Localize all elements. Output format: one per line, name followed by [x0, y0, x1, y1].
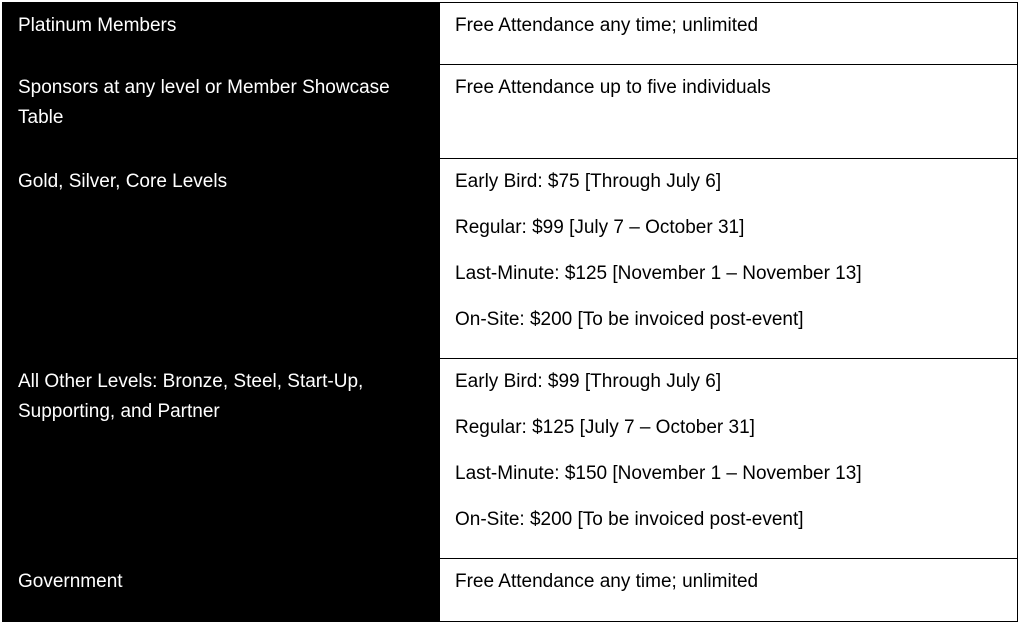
- table-row: [3, 159, 1018, 359]
- table-row: [3, 3, 1018, 65]
- table-row: [3, 65, 1018, 159]
- price-line: Last-Minute: $150 [November 1 – November 13]: [455, 463, 862, 484]
- price-line: Free Attendance any time; unlimited: [455, 15, 759, 36]
- table-row: [3, 359, 1018, 559]
- price-cell: [440, 3, 1018, 65]
- price-cell: [440, 359, 1018, 559]
- price-line: Free Attendance up to five individuals: [455, 77, 771, 98]
- price-cell: [440, 65, 1018, 159]
- price-line: Last-Minute: $125 [November 1 – November 13]: [455, 263, 862, 284]
- price-line: Regular: $99 [July 7 – October 31]: [455, 217, 745, 238]
- price-line: Regular: $125 [July 7 – October 31]: [455, 417, 755, 438]
- tier-cell: All Other Levels: Bronze, Steel, Start-Up, Supporting, and Partner: [3, 359, 440, 559]
- price-cell: [440, 159, 1018, 359]
- tier-cell: Gold, Silver, Core Levels: [3, 159, 440, 359]
- price-line: Early Bird: $99 [Through July 6]: [455, 371, 722, 392]
- tier-cell: Sponsors at any level or Member Showcase Table: [3, 65, 440, 159]
- price-line: Early Bird: $75 [Through July 6]: [455, 171, 722, 192]
- price-line: Free Attendance any time; unlimited: [455, 571, 759, 592]
- tier-cell: Platinum Members: [3, 3, 440, 65]
- tier-cell: Government: [3, 559, 440, 622]
- price-line: On-Site: $200 [To be invoiced post-event]: [455, 509, 804, 530]
- price-cell: [440, 559, 1018, 622]
- pricing-table: [2, 2, 1018, 622]
- price-line: On-Site: $200 [To be invoiced post-event]: [455, 309, 804, 330]
- table-row: [3, 559, 1018, 622]
